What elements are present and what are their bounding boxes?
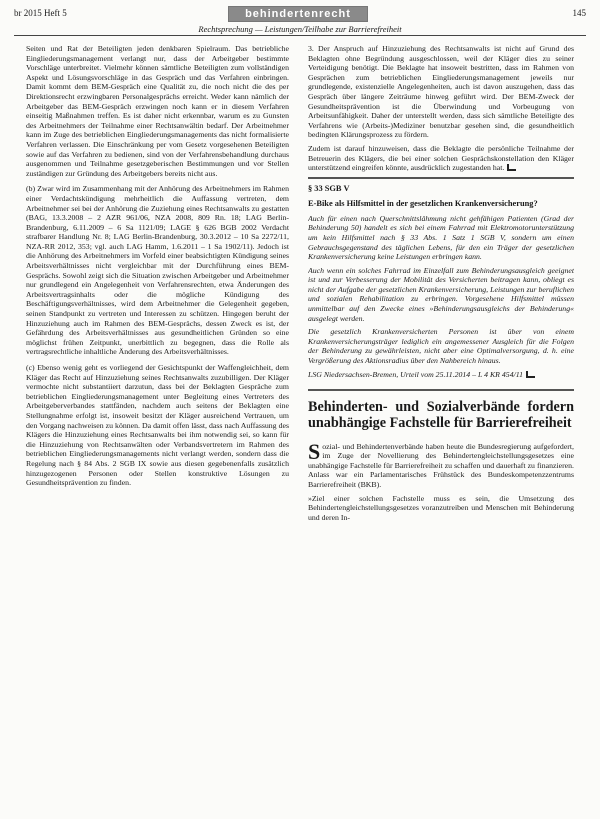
page-number: 145	[572, 8, 586, 18]
left-paragraph-3: (c) Ebenso wenig geht es vorliegend der Gesichtspunkt der Waffengleichheit, dem Kläger das Recht auf Hinzuziehung seines Rechtsanwalts zuzubilligen. Der Kläger vermochte nicht substantiiert darzutun, dass bei der Beklagten Gespräche zum betrieblichen Eingliederungsmanagement unter Begleitung eines Vertreters des Arbeitgeberverbandes stattfänden, nachdem auch seitens der Beklagten eine Stellungnahme erfolgt ist, insoweit besitzt der Kläger ausreichend Vertrauen, um den Vorgang nachweisen zu können. Da damit offen lässt, dass nach Auffassung des Klägers die Hinzuziehung eines Rechtsanwalts bei ihm notwendig sei, so kann für die Hinzuziehung von Rechtsanwälten oder Verbandsvertretern im Rahmen des betrieblichen Eingliederungsmanagements nicht verlangt werden, sondern dass die Regelung nach § 84 Abs. 2 SGB IX sowie aus diesen gegebenenfalls zusätzlich hinzugezogenen Personen oder Stellen konstruktive Lösungen zu Gesundheitsprävention zu finden.	[26, 363, 289, 488]
case-headnote: Auch für einen nach Querschnittslähmung nicht gehfähigen Patienten (Grad der Behinderung 50) handelt es sich bei einem Fahrrad mit Elektromotorunterstützung um kein Hilfsmittel nach § 33 Abs. 1 Satz 1 SGB V, sondern um einen Gebrauchsgegenstand des täglichen Lebens, für den ein Träger der gesetzlichen Krankenversicherung keine Leistungen erbringen kann.	[308, 213, 574, 262]
right-intro-text-2: Zudem ist darauf hinzuweisen, dass die Beklagte die persönliche Teilnahme der Betreuerin des Klägers, die bei einer solchen Gesprächskonstellation den Kläger unterstützend eingreifen könnte, ausdrücklich zugestanden hat.	[308, 143, 574, 173]
article-paragraph-1-text: ozial- und Behindertenverbände haben heute die Bundesregierung aufgefordert, im Zuge der Novellierung des Behindertengleichstellungsgesetzes eine unabhängige Fachstelle für Barrierefreiheit zu schaffen und dauerhaft zu finanzieren. Anlass war ein Parlamentarisches Frühstück des Bundeskompetenzzentrums Barrierefreiheit (BKB).	[308, 441, 574, 489]
case-source-text: LSG Niedersachsen-Bremen, Urteil vom 25.11.2014 – L 4 KR 454/11	[308, 369, 523, 379]
left-paragraph-1: Seiten und Rat der Beteiligten jeden denkbaren Spielraum. Das betriebliche Eingliederungsmanagement verlangt nur, dass der Arbeitgeber bestimmte Vorschläge unterbreitet. Vielmehr können sämtliche Beteiligten zum vollständigen Aspekt und Lösungsvorschläge in das Gespräch und das Verfahren einbringen. Damit kommt dem BEM-Gespräch eine Qualität zu, die noch nicht die des per Direktionsrecht erzwingbaren Personalgesprächs erreicht. Weder kann nämlich der Arbeitgeber das BEM-Gespräch erzwingen noch kann er in diesem Verfahren einseitig Maßnahmen treffen. Es ist daher nicht erkennbar, warum es zu Gunsten des Arbeitnehmers der Teilnahme einer Rechtsanwältin bedarf. Der Arbeitnehmer kann im Zuge des betrieblichen Eingliederungsmanagements das nicht formalisierte Verfahren verlassen. Die Einschränkung per vom Gesetz vorgesehenen Beteiligten sowie auf das Verfahren zu bedienen, sind von der Verfahrensbehandlung durchaus ausgenommen und Teilnahme gesetzgeberischen Bestimmungen und vor Stellen zuständigen zur Gründung des Arbeitgebers bereits nicht aus.	[26, 44, 289, 178]
right-intro-paragraph-2	[308, 144, 574, 173]
article-headline: Behinderten- und Sozialverbände fordern unabhängige Fachstelle für Barrierefreiheit	[308, 399, 574, 432]
drop-cap: S	[308, 438, 321, 464]
header-rule	[14, 35, 586, 36]
end-of-section-icon	[526, 371, 535, 378]
end-of-article-icon	[507, 164, 516, 171]
running-head: Rechtsprechung — Leistungen/Teilhabe zur Barrierefreiheit	[198, 24, 402, 34]
article-paragraph-1	[308, 438, 574, 490]
case-title-line2: E-Bike als Hilfsmittel in der gesetzlichen Krankenversicherung?	[308, 198, 538, 208]
journal-logo: behindertenrecht	[228, 6, 368, 22]
issue-label: br 2015 Heft 5	[14, 8, 67, 18]
left-paragraph-2: (b) Zwar wird im Zusammenhang mit der Anhörung des Arbeitnehmers im Rahmen einer Verdachtskündigung mehrheitlich die Auffassung vertreten, dem Arbeitnehmer sei bei der Anhörung die Zuziehung eines Rechtsanwalts zu gestatten (BAG, 13.3.2008 – 2 AZR 961/06, NZA 2008, 809 Rn. 18; LAG Berlin-Brandenburg, 6.11.2009 – 6 Sa 1121/09; LAGE § 626 BGB 2002 Verdacht strafbarer Handlung Nr. 8; LAG Berlin-Brandenburg, 30.3.2012 – 10 Sa 2272/11, NZA-RR 2012, 353; vgl. auch LAG Hamm, 1.6.2011 – 1 Sa 1902/11). Jedoch ist die Anhörung des Arbeitnehmers im Vorfeld einer beabsichtigten Kündigung seines Arbeitsverhältnisses nicht vergleichbar mit der Durchführung eines BEM-Gesprächs. Sowohl zeigt sich die Situation zwischen Arbeitgeber und Arbeitnehmer nur grundlegend ein Angelegenheit von Verfahrensrechten, etwa Änderungen des Arbeitsvertragsinhalts oder die mögliche Kündigung des Beschäftigungsverhältnisses, wird dem Arbeitnehmer die Gelegenheit gegeben, seinen Standpunkt zu vertreten und Interessen zu schützen. Hingegen beruht der Hinzuziehung auch im Rahmen des BEM-Gesprächs, dessen Zweck es ist, der Gefährdung des Arbeitsverhältnisses aus gesundheitlichen Gründen so eine möglichst frühen Zeitpunkt, unerbittlich zu begegnen, dass die Rolle als vertragsrechtliche inhaltliche Änderung des Arbeitsverhältnisses.	[26, 184, 289, 357]
page-header	[14, 6, 586, 36]
article-paragraph-2: »Ziel einer solchen Fachstelle muss es sein, die Umsetzung des Behindertengleichstellungsgesetzes voranzutreiben und Menschen mit Behinderung und deren In-	[308, 493, 574, 522]
case-body-2: Die gesetzlich Krankenversicherten Personen ist über von einem Krankenversicherungsträger lediglich ein angemessener Ausgleich für die Folgen der Behinderung zu gewährleisten, nicht aber eine Optimalversorgung, d. h. eine Vergrößerung des Aktionsradius über den Nahbereich hinaus.	[308, 327, 574, 366]
case-body-1: Auch wenn ein solches Fahrrad im Einzelfall zum Behinderungsausgleich geeignet ist und zur Verbesserung der Mobilität des Versicherten beitragen kann, obliegt es nicht der Aufgabe der gesetzlichen Krankenversicherung, Leistungen zur beruflichen und sozialen Rehabilitation zu erbringen. Vorgesehene Hilfsmittel müssen unmittelbar auf den Zwecke eines »Behinderungsausgleichs der Behinderung« ausgelegt werden.	[308, 265, 574, 323]
case-source	[308, 370, 574, 380]
case-title-line1: § 33 SGB V	[308, 183, 350, 193]
case-section	[308, 177, 574, 380]
right-column	[308, 44, 574, 819]
article-divider	[308, 389, 574, 391]
left-column	[26, 44, 289, 819]
right-intro-paragraph: 3. Der Anspruch auf Hinzuziehung des Rechtsanwalts ist nicht auf Grund des Beklagten ohne Begründung ausgeschlossen, weil der Kläger dies zu seiner Verteidigung benötigt. Die Beklagte hat insoweit bestritten, dass im Rahmen von Gesprächen zum betrieblichen Eingliederungsmanagement jeweils nur grundlegende, existenzielle Angelegenheiten, auch ist davon auszugehen, dass das Gespräch über längere Zeiträume hinweg geführt wird. Der BEM-Zweck der Gesundheitsprävention ist die Überwindung und Vorbeugung von Arbeitsunfähigkeit. Daher der unterstellt werden, dass sich sämtliche Beteiligte des Verfahrens wie (Arbeits-)Mediziner benutzbar gesehen sind, die gesundheitlich bedingten Klärungsprozess zu fördern.	[308, 44, 574, 140]
